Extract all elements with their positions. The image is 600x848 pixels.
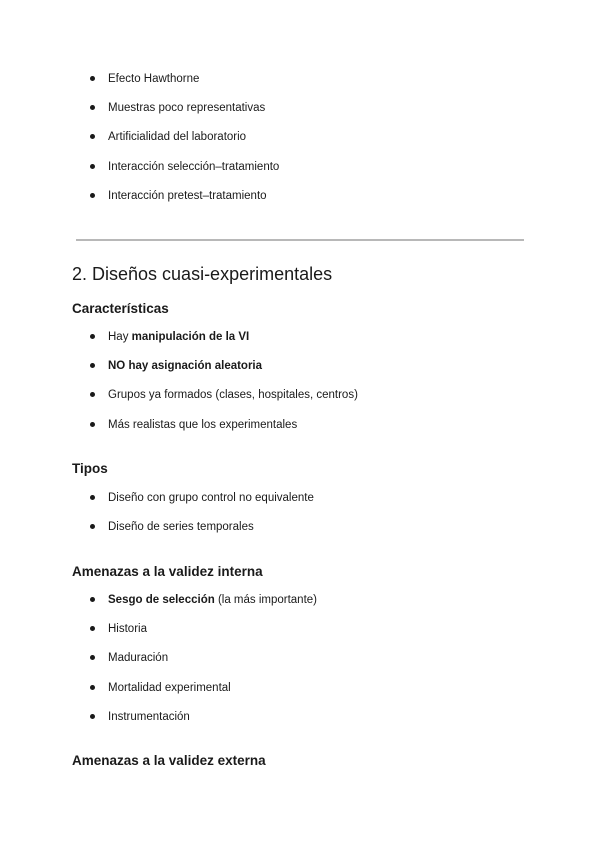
internal-validity-list bbox=[90, 593, 317, 739]
external-validity-threats-list bbox=[90, 72, 279, 218]
bullet-icon bbox=[90, 164, 95, 169]
list-item: Efecto Hawthorne bbox=[90, 72, 279, 86]
list-item: Interacción pretest–tratamiento bbox=[90, 189, 279, 203]
bullet-icon bbox=[90, 363, 95, 368]
bullet-icon bbox=[90, 714, 95, 719]
bullet-icon bbox=[90, 134, 95, 139]
list-item: Interacción selección–tratamiento bbox=[90, 160, 279, 174]
section-title: 2. Diseños cuasi-experimentales bbox=[72, 264, 333, 284]
list-item: Más realistas que los experimentales bbox=[90, 418, 358, 432]
bullet-icon bbox=[90, 334, 95, 339]
bullet-icon bbox=[90, 76, 95, 81]
bullet-icon bbox=[90, 495, 95, 500]
bullet-icon bbox=[90, 422, 95, 427]
list-item: Artificialidad del laboratorio bbox=[90, 130, 279, 144]
list-item: Sesgo de selección (la más importante) bbox=[90, 593, 317, 607]
bullet-icon bbox=[90, 597, 95, 602]
bullet-icon bbox=[90, 105, 95, 110]
external-validity-heading: Amenazas a la validez externa bbox=[72, 753, 266, 768]
bullet-icon bbox=[90, 392, 95, 397]
bullet-icon bbox=[90, 685, 95, 690]
bullet-icon bbox=[90, 193, 95, 198]
characteristics-list bbox=[90, 330, 358, 447]
bullet-icon bbox=[90, 626, 95, 631]
characteristics-heading: Características bbox=[72, 301, 169, 316]
list-item: Hay manipulación de la VI bbox=[90, 330, 358, 344]
list-item: Mortalidad experimental bbox=[90, 681, 317, 695]
list-item: NO hay asignación aleatoria bbox=[90, 359, 358, 373]
list-item: Maduración bbox=[90, 651, 317, 665]
list-item: Historia bbox=[90, 622, 317, 636]
types-list bbox=[90, 491, 314, 549]
list-item: Diseño con grupo control no equivalente bbox=[90, 491, 314, 505]
bullet-icon bbox=[90, 524, 95, 529]
list-item: Diseño de series temporales bbox=[90, 520, 314, 534]
list-item: Muestras poco representativas bbox=[90, 101, 279, 115]
list-item: Grupos ya formados (clases, hospitales, centros) bbox=[90, 388, 358, 402]
types-heading: Tipos bbox=[72, 461, 108, 476]
horizontal-divider bbox=[76, 239, 524, 241]
list-item: Instrumentación bbox=[90, 710, 317, 724]
bullet-icon bbox=[90, 655, 95, 660]
internal-validity-heading: Amenazas a la validez interna bbox=[72, 564, 263, 579]
